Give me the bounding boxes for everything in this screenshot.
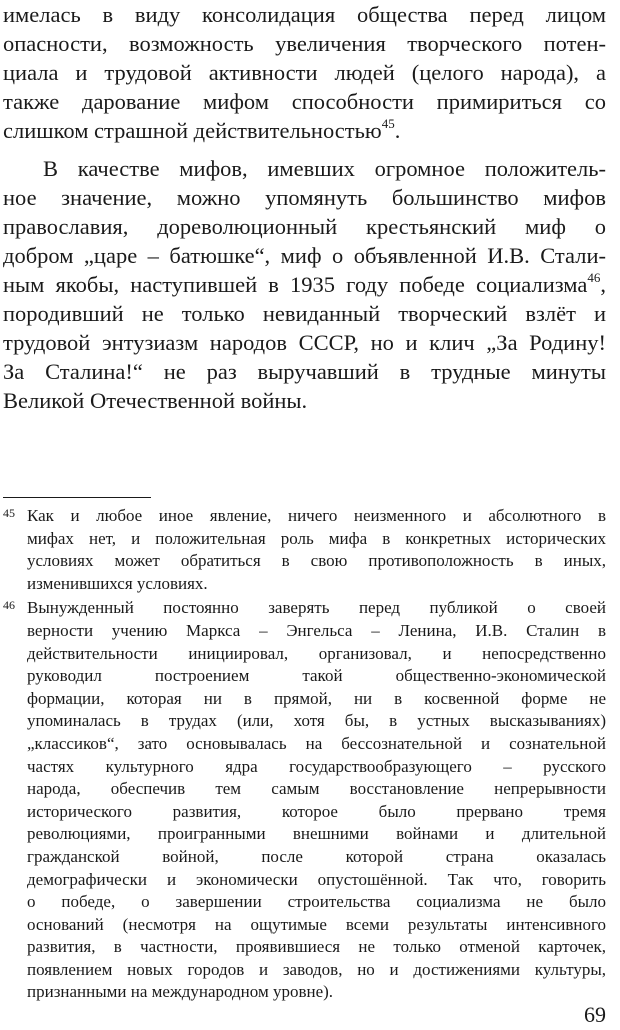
footnote-line: развития, в частности, проявившиеся не только отменой карточек, bbox=[27, 937, 606, 957]
footnote-line: условиях может обратиться в свою противоположность в иных, bbox=[27, 551, 606, 571]
text-line: также дарование мифом способности примириться со bbox=[3, 89, 606, 114]
footnote-line: действительности инициировал, организовал, и непосредственно bbox=[27, 643, 606, 663]
footnote-number: 46 bbox=[3, 598, 15, 613]
paragraph-gap bbox=[3, 145, 606, 154]
paragraph bbox=[3, 154, 606, 415]
text-line: За Сталина!“ не раз выручавший в трудные минуты bbox=[3, 359, 606, 384]
footnote-line: „классиков“, зато основывалась на бессознательной и сознательной bbox=[27, 733, 606, 753]
footnote-line: оснований (несмотря на ощутимые всеми результаты интенсивного bbox=[27, 914, 606, 934]
paragraph bbox=[3, 0, 606, 145]
footnote-line: Как и любое иное явление, ничего неизменного и абсолютного в bbox=[27, 506, 606, 525]
footnote-line: мифах нет, и положительная роль мифа в конкретных исторических bbox=[27, 528, 606, 548]
text-line bbox=[3, 270, 606, 299]
text-line: добром „царе – батюшке“, миф о объявленной И.В. Стали- bbox=[3, 243, 606, 268]
text-line: православия, дореволюционный крестьянский миф о bbox=[3, 214, 606, 239]
text-line: имелась в виду консолидация общества перед лицом bbox=[3, 2, 606, 27]
footnote-line: гражданской войной, после которой страна оказалась bbox=[27, 846, 606, 866]
text-line bbox=[3, 116, 606, 145]
text-line: циала и трудовой активности людей (целого народа), а bbox=[3, 60, 606, 85]
text-line: ное значение, можно упомянуть большинство мифов bbox=[3, 185, 606, 210]
footnote-line: революциями, проигранными внешними войнами и длительной bbox=[27, 824, 606, 844]
footnote-line: Вынужденный постоянно заверять перед публикой о своей bbox=[27, 598, 606, 618]
footnote-line: демографически и экономически опустошённой. Так что, говорить bbox=[27, 869, 606, 889]
footnote-line: признанными на международном уровне). bbox=[27, 982, 334, 1002]
footnote bbox=[3, 505, 606, 595]
footnote-line: изменившихся условиях. bbox=[27, 573, 208, 593]
footnote-line: формации, которая ни в прямой, ни в косвенной форме не bbox=[27, 688, 606, 708]
footnote-line: верности учению Маркса – Энгельса – Ленина, И.В. Сталин в bbox=[27, 620, 606, 640]
footnote-line: руководил построением такой общественно-экономической bbox=[27, 666, 606, 686]
text-line: Великой Отечественной войны. bbox=[3, 388, 308, 413]
text-span: . bbox=[394, 118, 401, 143]
text-line: опасности, возможность увеличения творческого потен- bbox=[3, 31, 606, 56]
text-span: , bbox=[600, 272, 606, 297]
footnote-reference[interactable]: 46 bbox=[587, 270, 601, 285]
footnote bbox=[3, 597, 606, 1004]
footnote-line: о победе, о завершении строительства социализма не было bbox=[27, 892, 606, 912]
footnotes bbox=[3, 505, 606, 1004]
footnote-divider bbox=[3, 497, 151, 498]
footnote-line: частях культурного ядра государствообразующего – русского bbox=[27, 756, 606, 776]
text-span: слишком страшной действительностью bbox=[3, 118, 382, 143]
footnote-line: народа, обеспечив тем самым восстановление непрерывности bbox=[27, 779, 606, 799]
footnote-line: появлением новых городов и заводов, но и достижениями культуры, bbox=[27, 959, 606, 979]
text-line: В качестве мифов, имевших огромное положитель- bbox=[43, 156, 606, 181]
text-line: породивший не только невиданный творческий взлёт и bbox=[3, 301, 606, 326]
main-text bbox=[3, 0, 606, 415]
footnote-number: 45 bbox=[3, 506, 15, 520]
text-line: трудовой энтузиазм народов СССР, но и клич „За Родину! bbox=[3, 330, 606, 355]
text-span: ным якобы, наступившей в 1935 году победе социализма bbox=[3, 272, 588, 297]
footnote-line: упоминалась в трудах (или, хотя бы, в устных высказываниях) bbox=[27, 711, 606, 731]
footnote-reference[interactable]: 45 bbox=[381, 116, 395, 131]
page-number: 69 bbox=[584, 1002, 606, 1027]
footnote-line: исторического развития, которое было прервано тремя bbox=[27, 801, 606, 821]
